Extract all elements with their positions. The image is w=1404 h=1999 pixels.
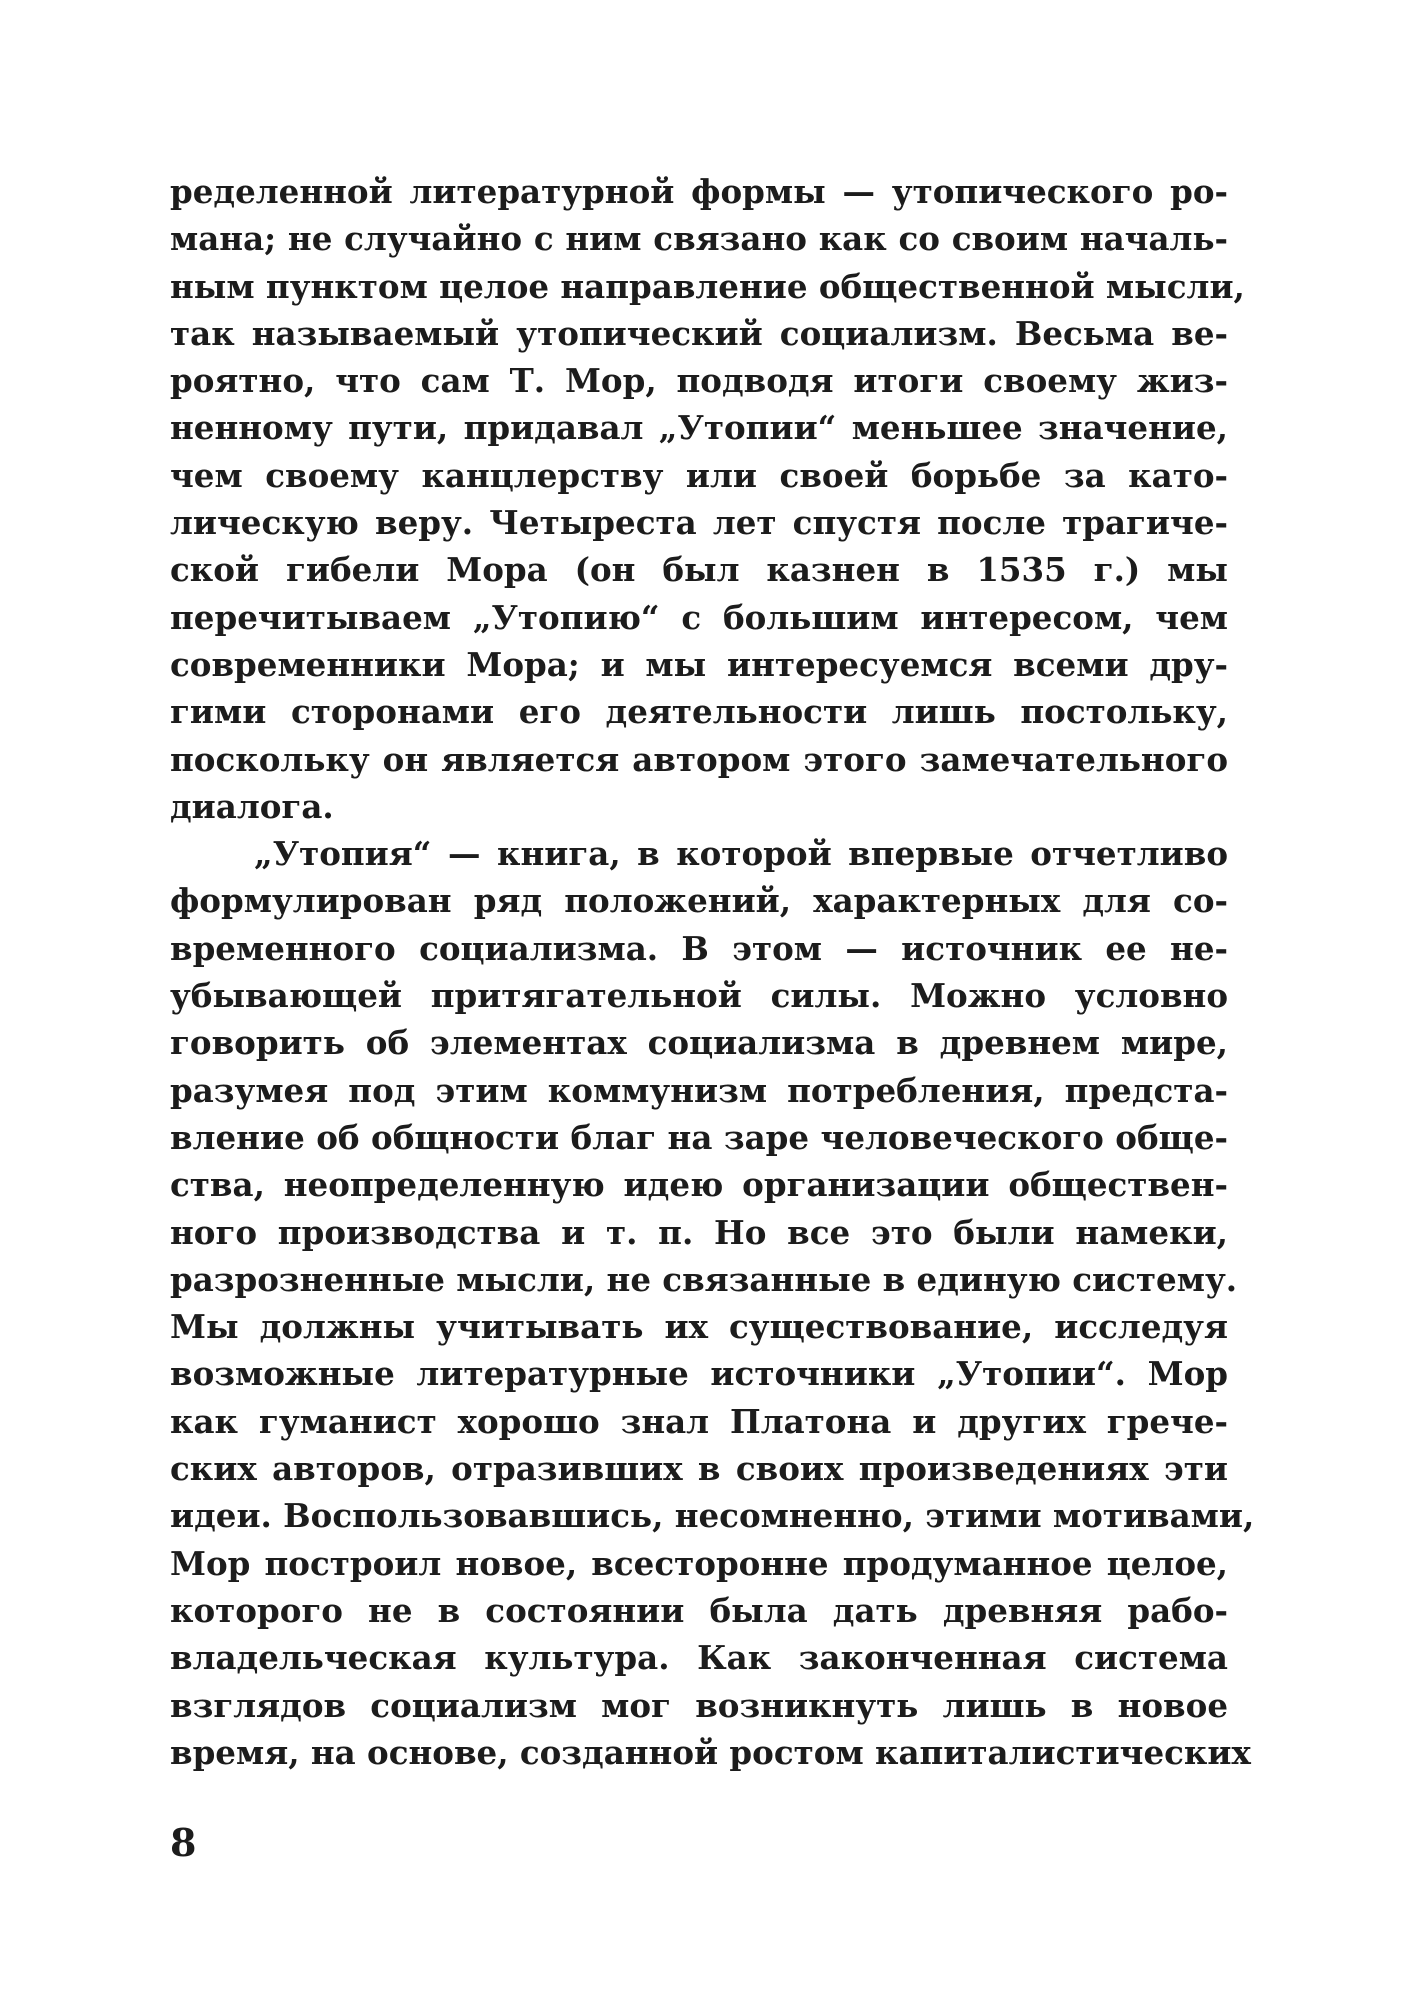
text-line: роятно, что сам Т. Мор, подводя итоги своему жиз- <box>170 361 1228 401</box>
text-line: поскольку он является автором этого замечательного <box>170 739 1228 779</box>
text-line: формулирован ряд положений, характерных для со- <box>170 881 1228 921</box>
text-line: временного социализма. В этом — источник ее не- <box>170 928 1228 968</box>
text-line: ного производства и т. п. Но все это были намеки, <box>170 1212 1228 1252</box>
text-line: ненному пути, придавал „Утопии“ меньшее значение, <box>170 408 1228 448</box>
text-line: лическую веру. Четыреста лет спустя после трагиче- <box>170 503 1228 543</box>
paragraph <box>170 830 1255 1776</box>
text-line: ской гибели Мора (он был казнен в 1535 г.) мы <box>170 550 1228 590</box>
text-line: взглядов социализм мог возникнуть лишь в новое <box>170 1685 1228 1725</box>
body-text <box>170 168 1255 1776</box>
text-line: разумея под этим коммунизм потребления, предста- <box>170 1070 1228 1110</box>
text-line: ства, неопределенную идею организации обществен- <box>170 1165 1228 1205</box>
text-line: гими сторонами его деятельности лишь постольку, <box>170 692 1228 732</box>
text-line: убывающей притягательной силы. Можно условно <box>170 976 1228 1016</box>
text-line: ным пунктом целое направление общественной мысли, <box>170 266 1245 306</box>
text-line: так называемый утопический социализм. Весьма ве- <box>170 313 1228 353</box>
text-line: как гуманист хорошо знал Платона и других грече- <box>170 1401 1228 1441</box>
text-line: ских авторов, отразивших в своих произведениях эти <box>170 1449 1228 1489</box>
text-line: разрозненные мысли, не связанные в единую систему. <box>170 1259 1238 1299</box>
text-line: говорить об элементах социализма в древнем мире, <box>170 1023 1228 1063</box>
text-line: идеи. Воспользовавшись, несомненно, этими мотивами, <box>170 1496 1255 1536</box>
text-line: Мор построил новое, всесторонне продуманное целое, <box>170 1543 1228 1583</box>
text-line: владельческая культура. Как законченная система <box>170 1638 1228 1678</box>
text-line: „Утопия“ — книга, в которой впервые отчетливо <box>254 834 1228 874</box>
paragraph <box>170 168 1245 830</box>
text-line: диалога. <box>170 786 334 826</box>
text-line: которого не в состоянии была дать древняя рабо- <box>170 1590 1228 1630</box>
text-line: перечитываем „Утопию“ с большим интересом, чем <box>170 597 1228 637</box>
text-line: чем своему канцлерству или своей борьбе за като- <box>170 455 1228 495</box>
text-line: Мы должны учитывать их существование, исследуя <box>170 1307 1228 1347</box>
text-line: вление об общности благ на заре человеческого обще- <box>170 1117 1228 1157</box>
text-line: возможные литературные источники „Утопии“. Мор <box>170 1354 1228 1394</box>
text-line: ределенной литературной формы — утопического ро- <box>170 172 1228 211</box>
text-line: современники Мора; и мы интересуемся всеми дру- <box>170 644 1228 684</box>
text-line: мана; не случайно с ним связано как со своим началь- <box>170 219 1228 259</box>
text-line: время, на основе, созданной ростом капиталистических <box>170 1732 1251 1772</box>
page-number: 8 <box>170 1820 197 1865</box>
